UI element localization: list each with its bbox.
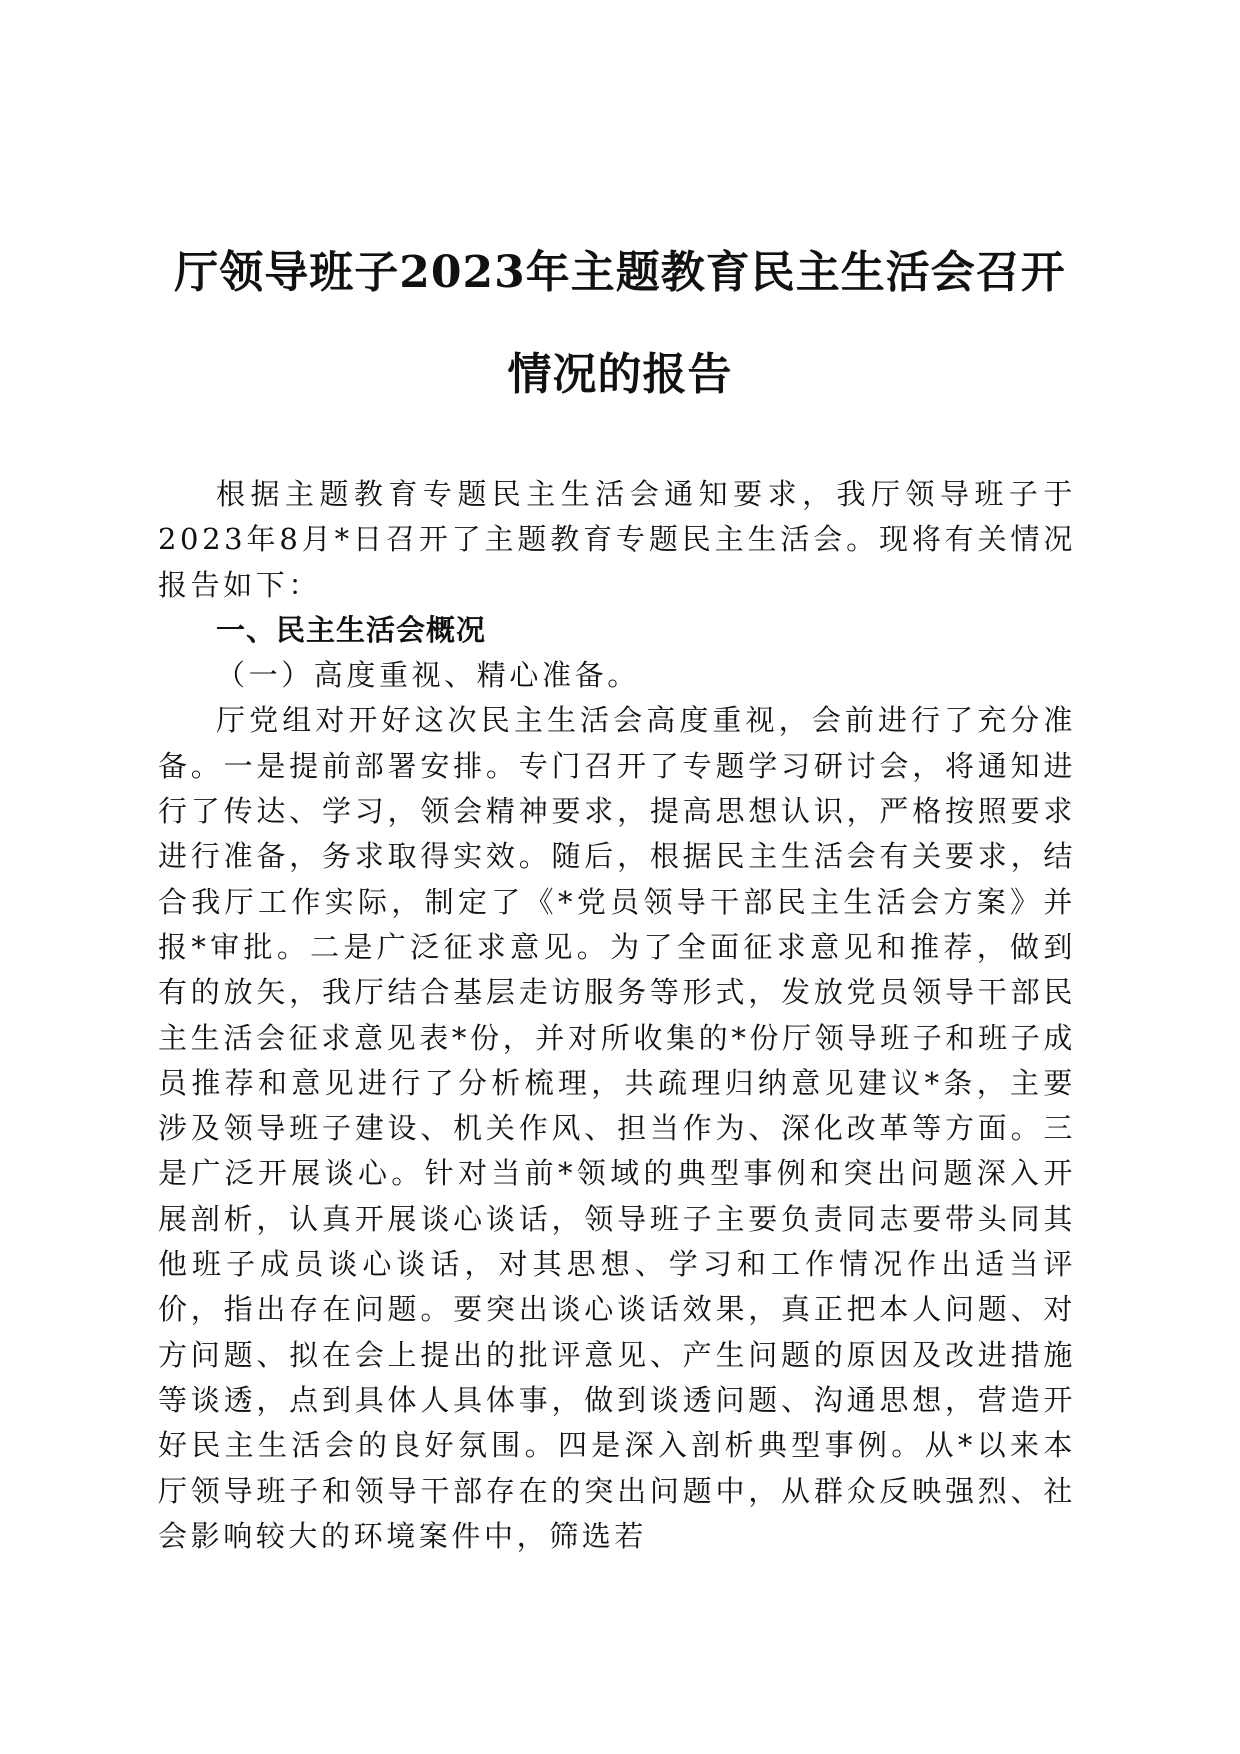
intro-paragraph: 根据主题教育专题民主生活会通知要求，我厅领导班子于2023年8月*日召开了主题教育专题民主生活会。现将有关情况报告如下：	[158, 477, 1076, 602]
section-heading: 一、民主生活会概况	[216, 612, 487, 647]
document-title	[140, 222, 1100, 426]
title-line-2: 情况的报告	[507, 349, 733, 400]
title-line-1: 厅领导班子2023年主题教育民主生活会召开	[174, 247, 1066, 298]
body-paragraph: 厅党组对开好这次民主生活会高度重视，会前进行了充分准备。一是提前部署安排。专门召开了专题学习研讨会，将通知进行了传达、学习，领会精神要求，提高思想认识，严格按照要求进行准备，务求取得实效。随后，根据民主生活会有关要求，结合我厅工作实际，制定了《*党员领导干部民主生活会方案》并报*审批。二是广泛征求意见。为了全面征求意见和推荐，做到有的放矢，我厅结合基层走访服务等形式，发放党员领导干部民主生活会征求意见表*份，并对所收集的*份厅领导班子和班子成员推荐和意见进行了分析梳理，共疏理归纳意见建议*条，主要涉及领导班子建设、机关作风、担当作为、深化改革等方面。三是广泛开展谈心。针对当前*领域的典型事例和突出问题深入开展剖析，认真开展谈心谈话，领导班子主要负责同志要带头同其他班子成员谈心谈话，对其思想、学习和工作情况作出适当评价，指出存在问题。要突出谈心谈话效果，真正把本人问题、对方问题、拟在会上提出的批评意见、产生问题的原因及改进措施等谈透，点到具体人具体事，做到谈透问题、沟通思想，营造开好民主生活会的良好氛围。四是深入剖析典型事例。从*以来本厅领导班子和领导干部存在的突出问题中，从群众反映强烈、社会影响较大的环境案件中，筛选若	[158, 703, 1076, 1553]
subsection-heading: （一）高度重视、精心准备。	[216, 658, 640, 693]
document-body	[158, 472, 1076, 1559]
